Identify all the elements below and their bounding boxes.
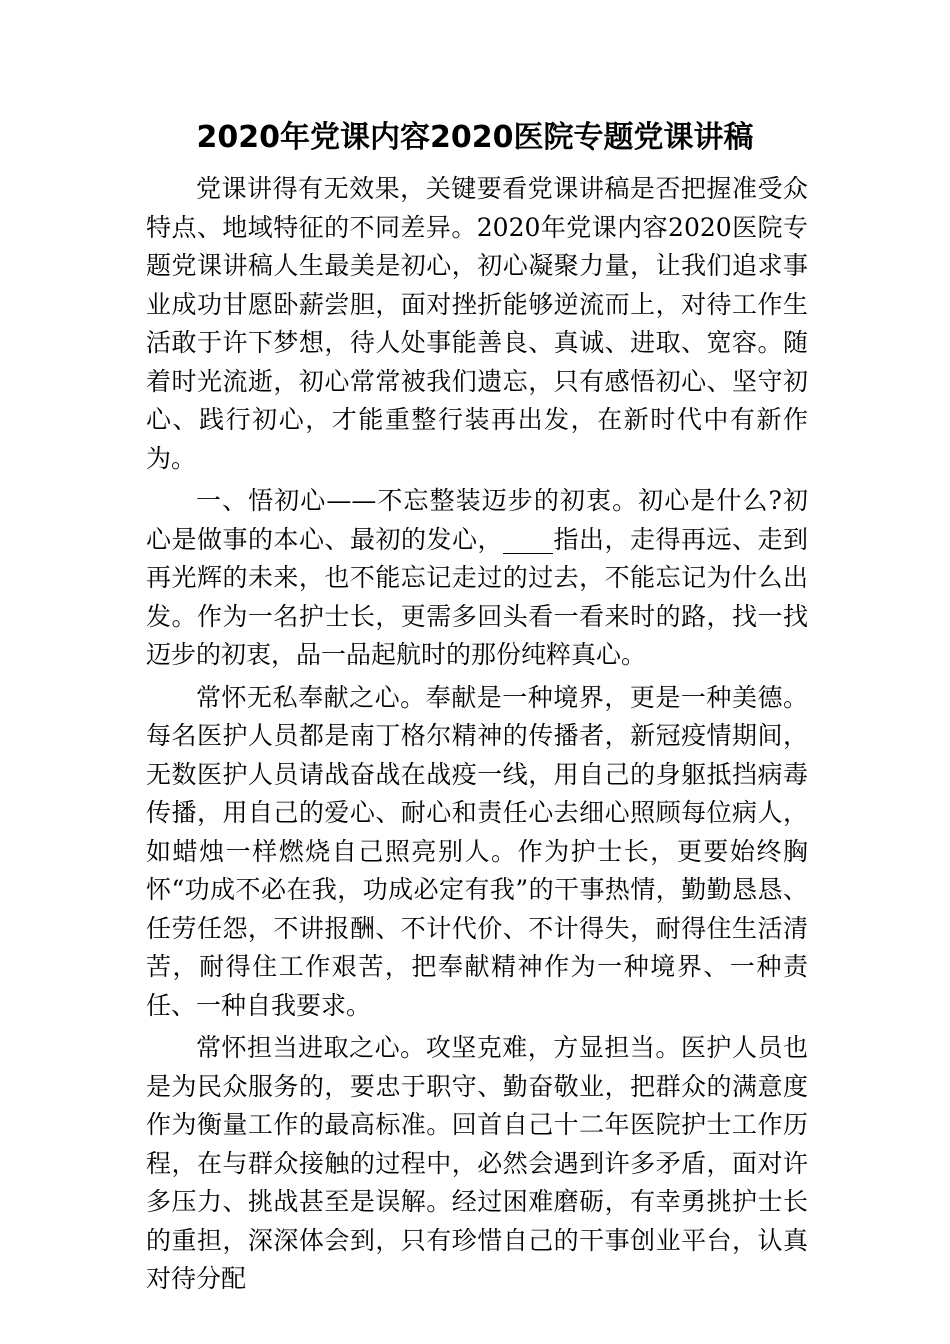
paragraph-responsibility: 常怀担当进取之心。攻坚克难，方显担当。医护人员也是为民众服务的，要忠于职守、勤奋敬业，把群众的满意度作为衡量工作的最高标准。回首自己十二年医院护士工作历程，在与群众接触的过程中，必然会遇到许多矛盾，面对许多压力、挑战甚至是误解。经过困难磨砺，有幸勇挑护士长的重担，深深体会到，只有珍惜自己的干事创业平台，认真对待分配 [146,1033,808,1293]
document-body [146,170,808,1303]
paragraph-intro: 党课讲得有无效果，关键要看党课讲稿是否把握准受众特点、地域特征的不同差异。2020年党课内容2020医院专题党课讲稿人生最美是初心，初心凝聚力量，让我们追求事业成功甘愿卧薪尝胆，面对挫折能够逆流而上，对待工作生活敢于许下梦想，待人处事能善良、真诚、进取、宽容。随着时光流逝，初心常常被我们遗忘，只有感悟初心、坚守初心、践行初心，才能重整行装再出发，在新时代中有新作为。 [146,174,808,473]
paragraph-dedication: 常怀无私奉献之心。奉献是一种境界，更是一种美德。每名医护人员都是南丁格尔精神的传播者，新冠疫情期间，无数医护人员请战奋战在战疫一线，用自己的身躯抵挡病毒传播，用自己的爱心、耐心和责任心去细心照顾每位病人，如蜡烛一样燃烧自己照亮别人。作为护士长，更要始终胸怀“功成不必在我，功成必定有我”的干事热情，勤勤恳恳、任劳任怨，不讲报酬、不计代价、不计得失，耐得住生活清苦，耐得住工作艰苦，把奉献精神作为一种境界、一种责任、一种自我要求。 [146,682,808,1020]
paragraph-section-one: 一、悟初心——不忘整装迈步的初衷。初心是什么?初心是做事的本心、最初的发心，____指出，走得再远、走到再光辉的未来，也不能忘记走过的过去，不能忘记为什么出发。作为一名护士长，更需多回头看一看来时的路，找一找迈步的初衷，品一品起航时的那份纯粹真心。 [146,486,808,669]
document-title: 2020年党课内容2020医院专题党课讲稿 [196,120,754,155]
